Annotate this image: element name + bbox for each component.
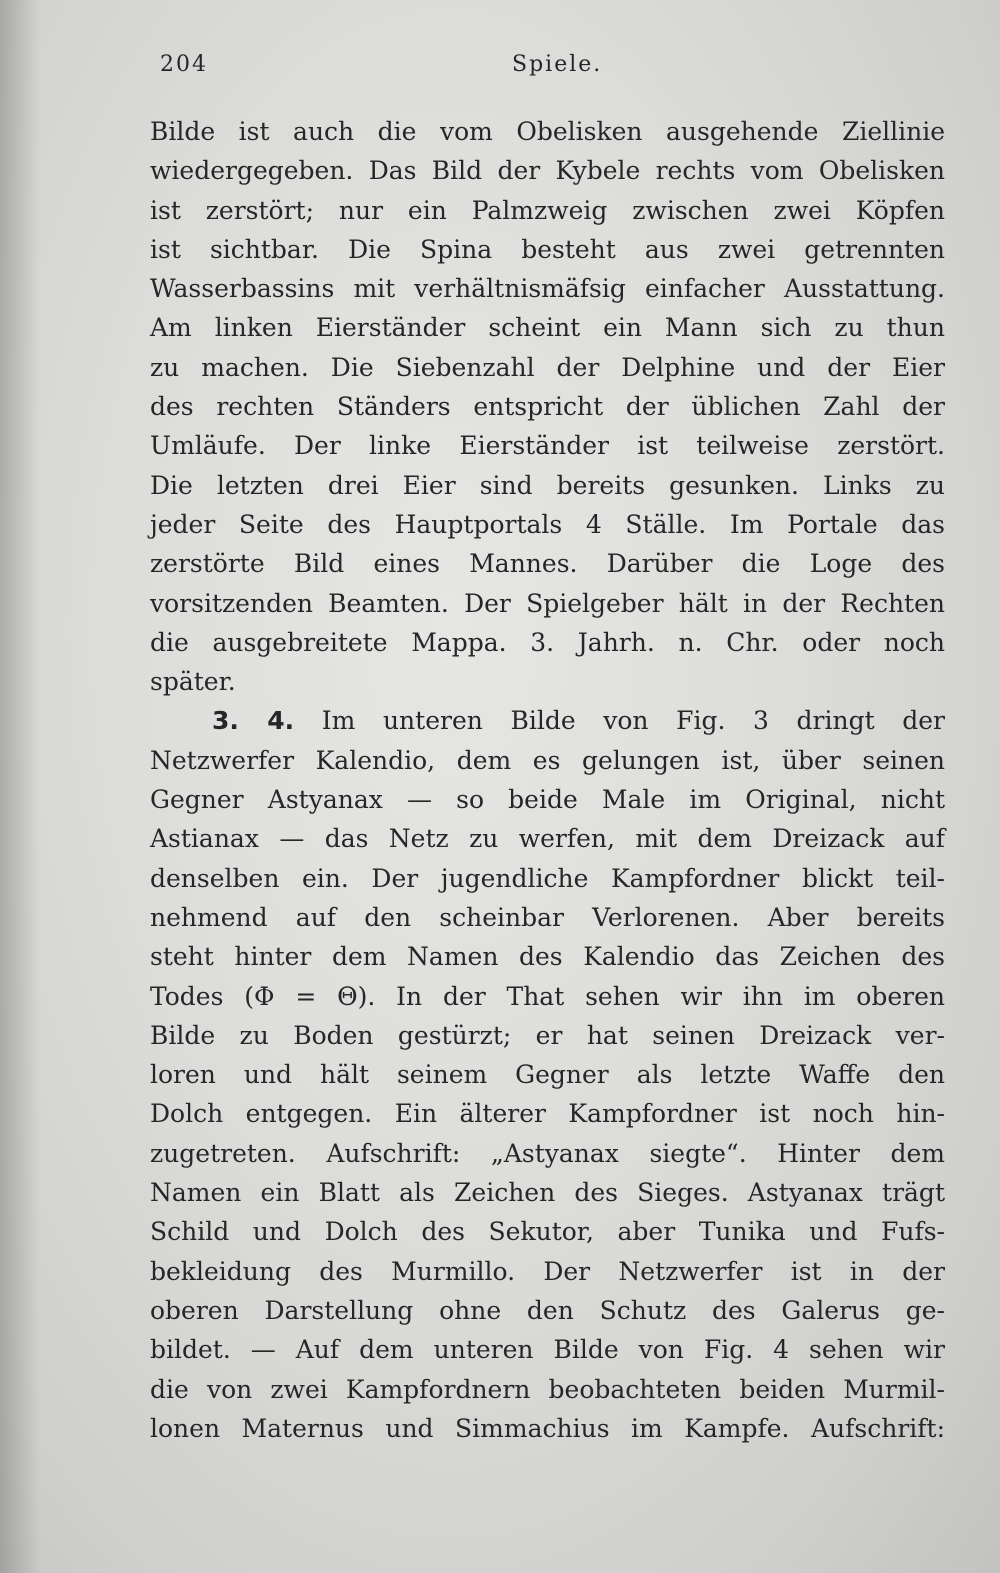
text-line [150, 1094, 945, 1133]
line-text: zu machen. Die Siebenzahl der Delphine und der Eier [150, 352, 945, 382]
text-line [150, 819, 945, 858]
line-text: bildet. — Auf dem unteren Bilde von Fig. 4 sehen wir [150, 1335, 945, 1365]
section-number: 3. 4. [212, 706, 295, 736]
text-line [150, 1134, 945, 1173]
text-line [150, 269, 945, 308]
text-line [150, 623, 945, 662]
line-text: Bilde zu Boden gestürzt; er hat seinen Dreizack ver- [150, 1020, 945, 1050]
page-number: 204 [160, 52, 208, 77]
line-text: Namen ein Blatt als Zeichen des Sieges. Astyanax trägt [150, 1178, 945, 1208]
text-line [150, 544, 945, 583]
text-line [150, 1409, 945, 1448]
text-line [150, 1252, 945, 1291]
line-text: zugetreten. Aufschrift: „Astyanax siegte“. Hinter dem [150, 1138, 945, 1168]
line-text: Netzwerfer Kalendio, dem es gelungen ist, über seinen [150, 745, 945, 775]
line-text: Bilde ist auch die vom Obelisken ausgehende Ziellinie [150, 117, 945, 146]
line-text: Wasserbassins mit verhältnismäfsig einfacher Ausstattung. [150, 274, 945, 304]
text-line [150, 151, 945, 190]
line-text: nehmend auf den scheinbar Verlorenen. Aber bereits [150, 902, 945, 932]
text-line [150, 308, 945, 347]
text-line [150, 937, 945, 976]
line-text: vorsitzenden Beamten. Der Spielgeber hält in der Rechten [150, 588, 945, 618]
text-line [150, 1370, 945, 1409]
line-text: Am linken Eierständer scheint ein Mann sich zu thun [150, 313, 945, 343]
text-line [150, 1173, 945, 1212]
line-text: Im unteren Bilde von Fig. 3 dringt der [321, 706, 945, 736]
text-line [150, 426, 945, 465]
body-text [150, 112, 945, 1448]
text-line [150, 1212, 945, 1251]
text-line [150, 230, 945, 269]
text-line [150, 584, 945, 623]
line-text: die von zwei Kampfordnern beobachteten beiden Murmil- [150, 1374, 945, 1404]
line-text: die ausgebreitete Mappa. 3. Jahrh. n. Chr. oder noch [150, 627, 945, 657]
text-line [150, 977, 945, 1016]
text-line [150, 387, 945, 426]
line-text: Umläufe. Der linke Eierständer ist teilweise zerstört. [150, 431, 945, 461]
line-text: Die letzten drei Eier sind bereits gesunken. Links zu [150, 470, 945, 500]
line-text: ist sichtbar. Die Spina besteht aus zwei getrennten [150, 234, 945, 264]
line-text: steht hinter dem Namen des Kalendio das Zeichen des [150, 942, 945, 972]
line-text: bekleidung des Murmillo. Der Netzwerfer ist in der [150, 1256, 945, 1286]
line-text: Schild und Dolch des Sekutor, aber Tunika und Fufs- [150, 1217, 945, 1247]
line-text: wiedergegeben. Das Bild der Kybele rechts vom Obelisken [150, 156, 945, 186]
text-line [150, 741, 945, 780]
text-line [150, 701, 945, 740]
text-line [150, 898, 945, 937]
text-line [150, 662, 945, 701]
text-line [150, 780, 945, 819]
page-header [160, 52, 950, 86]
text-line [150, 348, 945, 387]
line-text: Gegner Astyanax — so beide Male im Original, nicht [150, 785, 945, 815]
line-text: Todes (Φ = Θ). In der That sehen wir ihn im oberen [150, 981, 945, 1011]
text-line [150, 1330, 945, 1369]
text-line [150, 1016, 945, 1055]
line-text: lonen Maternus und Simmachius im Kampfe. Aufschrift: [150, 1413, 945, 1443]
line-text: denselben ein. Der jugendliche Kampfordner blickt teil- [150, 863, 945, 893]
line-text: jeder Seite des Hauptportals 4 Ställe. Im Portale das [150, 509, 945, 539]
text-line [150, 191, 945, 230]
running-head: Spiele. [512, 52, 603, 77]
text-line [150, 1291, 945, 1330]
text-line [150, 1055, 945, 1094]
line-text: ist zerstört; nur ein Palmzweig zwischen zwei Köpfen [150, 195, 945, 225]
text-line [150, 466, 945, 505]
gutter-shadow [0, 0, 40, 1573]
line-text: oberen Darstellung ohne den Schutz des Galerus ge- [150, 1295, 945, 1325]
text-line [150, 859, 945, 898]
line-text: Astianax — das Netz zu werfen, mit dem Dreizack auf [150, 824, 945, 854]
text-line [150, 112, 945, 151]
line-text: zerstörte Bild eines Mannes. Darüber die Loge des [150, 549, 945, 579]
line-text: des rechten Ständers entspricht der üblichen Zahl der [150, 392, 945, 422]
text-line [150, 505, 945, 544]
line-text: loren und hält seinem Gegner als letzte Waffe den [150, 1060, 945, 1090]
line-text: später. [150, 667, 236, 697]
line-text: Dolch entgegen. Ein älterer Kampfordner ist noch hin- [150, 1099, 945, 1129]
